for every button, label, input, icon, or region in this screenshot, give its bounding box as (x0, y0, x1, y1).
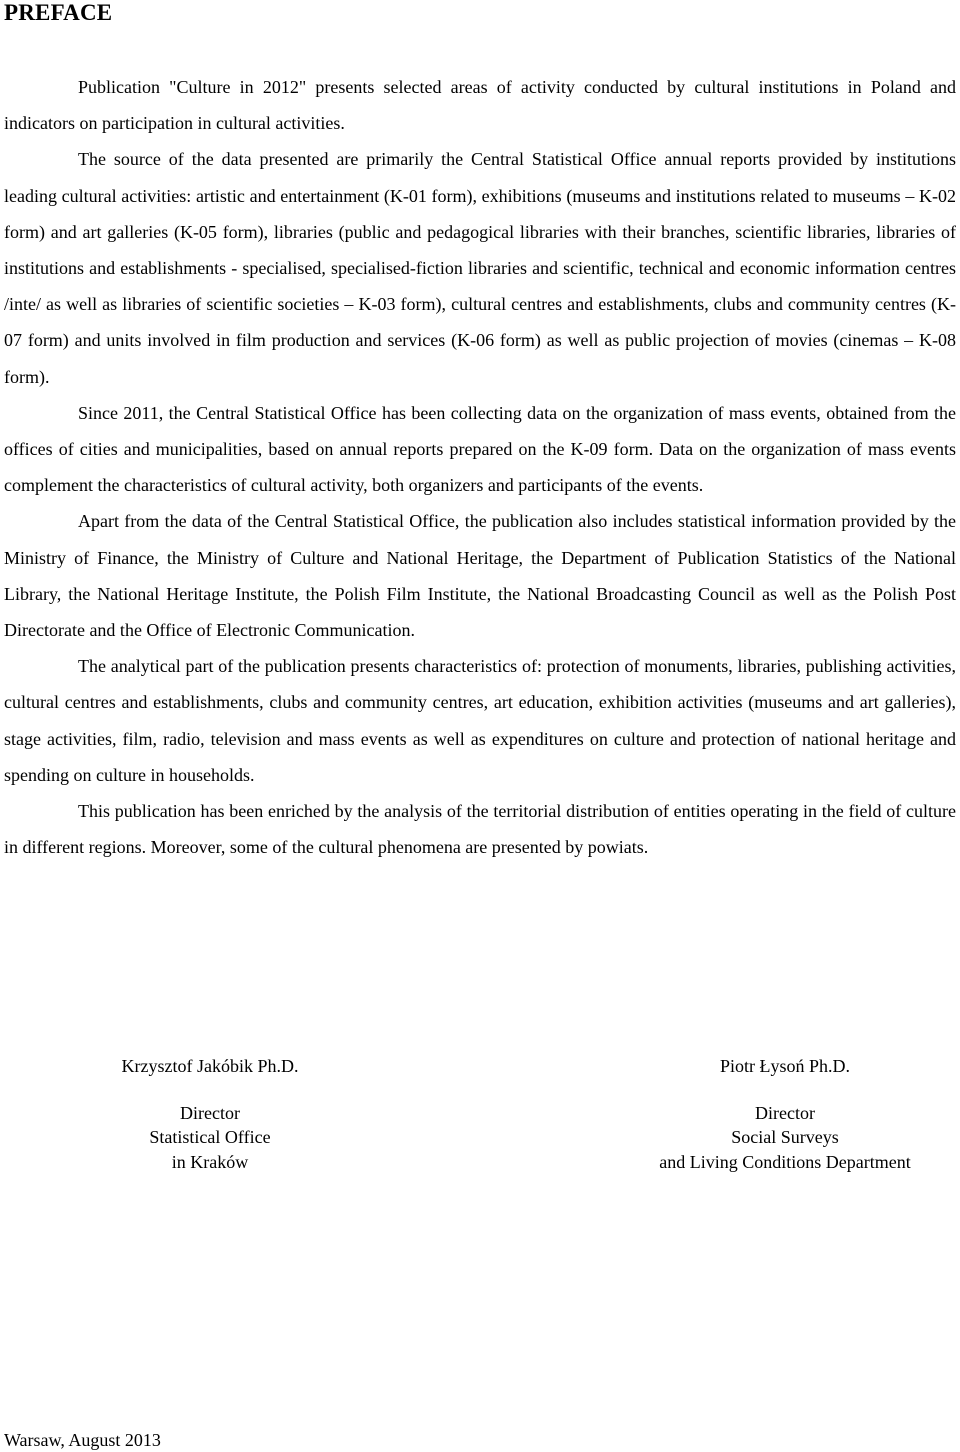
signatory-position: Director (180, 1102, 240, 1123)
signatory-office-department: and Living Conditions Department (659, 1151, 911, 1172)
preface-body (4, 69, 956, 865)
place-and-date: Warsaw, August 2013 (4, 1430, 161, 1450)
paragraph-territorial: This publication has been enriched by the analysis of the territorial distribution of entities operating in the field of culture in different regions. Moreover, some of the cultural phenomena are presented by powiats. (4, 801, 956, 858)
paragraph-analytical-part: The analytical part of the publication presents characteristics of: protection of monuments, libraries, publishing activities, cultural centres and establishments, clubs and community centres, art education, exhibition activities (museums and art galleries), stage activities, film, radio, television and mass events as well as expenditures on culture and protection of national heritage and spending on culture in households. (4, 656, 956, 785)
paragraph-intro: Publication "Culture in 2012" presents selected areas of activity conducted by cultural institutions in Poland and indicators on participation in cultural activities. (4, 77, 956, 134)
signature-block-left (80, 1054, 340, 1174)
page-title: PREFACE (4, 0, 113, 25)
signature-block-right (620, 1054, 950, 1174)
paragraph-mass-events: Since 2011, the Central Statistical Office has been collecting data on the organization of mass events, obtained from the offices of cities and municipalities, based on annual reports prepared on the K-09 form. Data on the organization of mass events complement the characteristics of cultural activity, both organizers and participants of the events. (4, 402, 956, 496)
signatory-office: Statistical Office (149, 1127, 271, 1147)
paragraph-data-sources: The source of the data presented are primarily the Central Statistical Office annual reports provided by institutions leading cultural activities: artistic and entertainment (K-01 form), exhibitions (museums and institutions related to museums – K-02 form) and art galleries (K-05 form), libraries (public and pedagogical libraries with their branches, scientific libraries, libraries of institutions and establishments - specialised, specialised-fiction libraries and scientific, technical and economic information centres /inte/ as well as libraries of scientific societies – K-03 form), cultural centres and establishments, clubs and community centres (K-07 form) and units involved in film production and services (K-06 form) as well as public projection of movies (cinemas – K-08 form). (4, 149, 956, 387)
paragraph-other-sources: Apart from the data of the Central Statistical Office, the publication also includes statistical information provided by the Ministry of Finance, the Ministry of Culture and National Heritage, the Department of Publication Statistics of the National Library, the National Heritage Institute, the Polish Film Institute, the National Broadcasting Council as well as the Polish Post Directorate and the Office of Electronic Communication. (4, 511, 956, 641)
signatory-name: Krzysztof Jakóbik Ph.D. (121, 1056, 299, 1076)
signatory-name: Piotr Łysoń Ph.D. (719, 1056, 851, 1076)
signatory-office: Social Surveys (731, 1127, 839, 1147)
signatory-office-location: in Kraków (171, 1151, 249, 1172)
signatory-position: Director (755, 1102, 815, 1123)
